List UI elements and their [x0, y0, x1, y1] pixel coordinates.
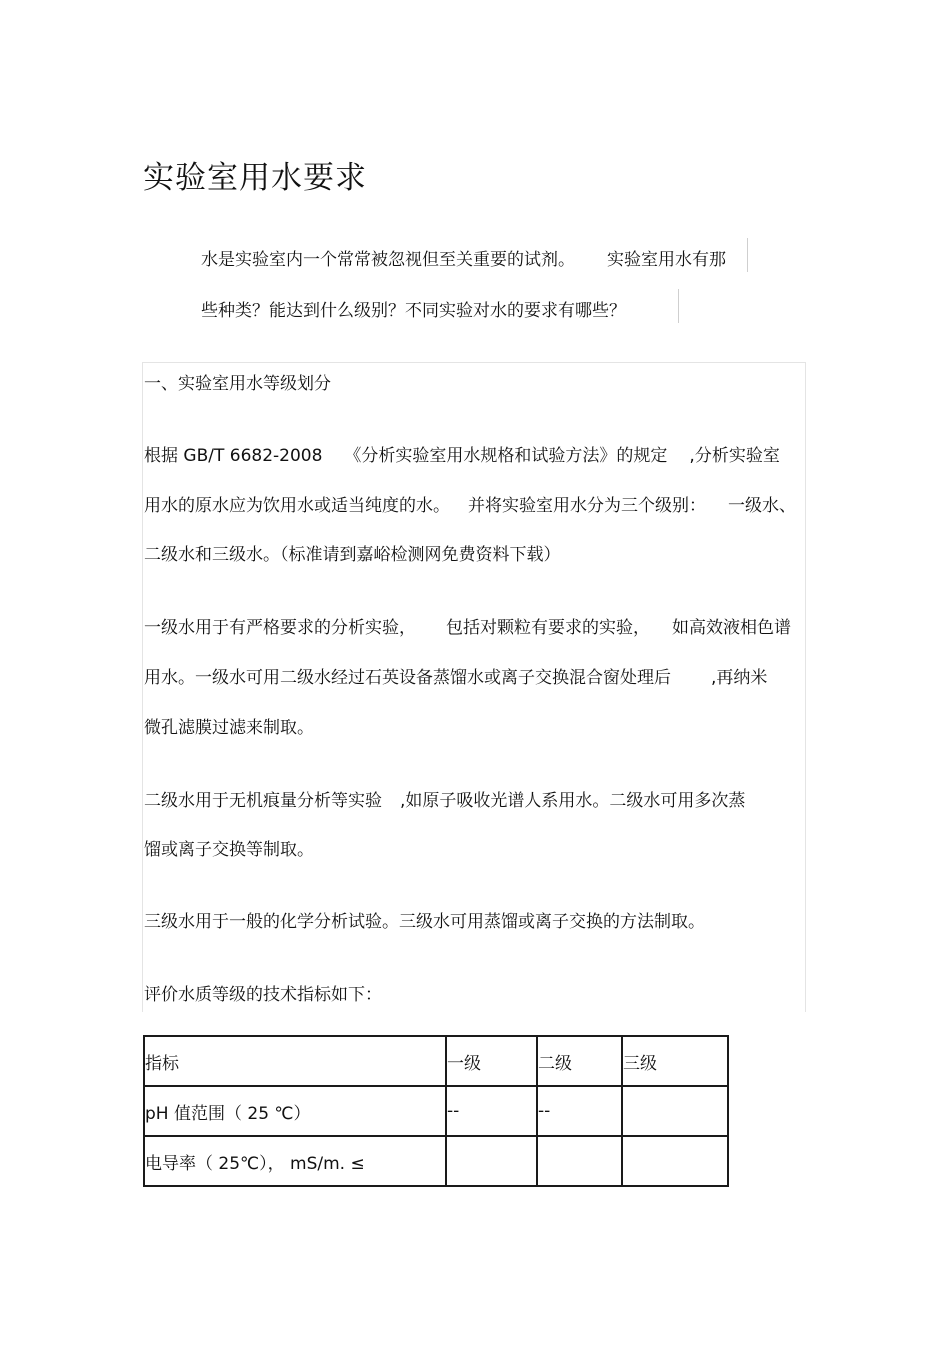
- table-cell: --: [446, 1086, 537, 1136]
- para2-text: 一级水用于有严格要求的分析实验，: [144, 618, 416, 638]
- table-row: [144, 1086, 728, 1136]
- para1-line3: 二级水和三级水。（标准请到嘉峪检测网免费资料下载）: [144, 545, 561, 565]
- para2-text: 包括对颗粒有要求的实验，: [446, 618, 650, 638]
- para3-line1: [144, 786, 745, 811]
- intro-text-1a: 水是实验室内一个常常被忽视但至关重要的试剂。: [201, 250, 575, 270]
- table-cell: [622, 1136, 728, 1186]
- table-cell: [622, 1086, 728, 1136]
- para2-text: 如高效液相色谱: [672, 618, 791, 638]
- table-cell: 电导率（ 25℃）， mS/m. ≤: [144, 1136, 446, 1186]
- para2-line3: 微孔滤膜过滤来制取。: [144, 718, 314, 738]
- intro-text-1b: 实验室用水有那: [607, 250, 726, 270]
- para2-line2: [144, 663, 767, 688]
- intro-line-2: 些种类？能达到什么级别？不同实验对水的要求有哪些？: [201, 301, 626, 321]
- para1-text: ,分析实验室: [689, 446, 780, 466]
- table-cell: --: [537, 1086, 622, 1136]
- table-row: [144, 1136, 728, 1186]
- para3-text: 二级水用于无机痕量分析等实验: [144, 791, 382, 811]
- para1-text: 用水的原水应为饮用水或适当纯度的水。: [144, 496, 450, 516]
- table-header-cell: 指标: [144, 1036, 446, 1086]
- para2-text: ,再纳米: [711, 668, 768, 688]
- para5-line: 评价水质等级的技术指标如下：: [144, 985, 382, 1005]
- para2-text: 用水。一级水可用二级水经过石英设备蒸馏水或离子交换混合窗处理后: [144, 668, 671, 688]
- table-header-cell: 二级: [537, 1036, 622, 1086]
- intro-line-1: [201, 245, 726, 270]
- water-grade-table: [143, 1035, 729, 1187]
- divider-bar: [678, 289, 679, 323]
- para1-text: 一级水、: [728, 496, 796, 516]
- table-header-cell: 三级: [622, 1036, 728, 1086]
- para3-line2: 馏或离子交换等制取。: [144, 840, 314, 860]
- page-title: 实验室用水要求: [143, 160, 367, 196]
- para1-text: 《分析实验室用水规格和试验方法》的规定: [344, 446, 668, 466]
- para3-text: ,如原子吸收光谱人系用水。二级水可用多次蒸: [400, 791, 746, 811]
- table-header-cell: 一级: [446, 1036, 537, 1086]
- para4-line: 三级水用于一般的化学分析试验。三级水可用蒸馏或离子交换的方法制取。: [144, 912, 705, 932]
- table-cell: pH 值范围（ 25 ℃）: [144, 1086, 446, 1136]
- section-heading: 一、实验室用水等级划分: [144, 374, 331, 394]
- para1-text: 并将实验室用水分为三个级别：: [468, 496, 706, 516]
- para1-line1: [144, 441, 780, 466]
- para1-line2: [144, 491, 796, 516]
- divider-bar: [747, 238, 748, 272]
- para1-text: 根据 GB/T 6682-2008: [144, 446, 323, 466]
- table-cell: [446, 1136, 537, 1186]
- table-header-row: [144, 1036, 728, 1086]
- para2-line1: [144, 613, 791, 638]
- table-cell: [537, 1136, 622, 1186]
